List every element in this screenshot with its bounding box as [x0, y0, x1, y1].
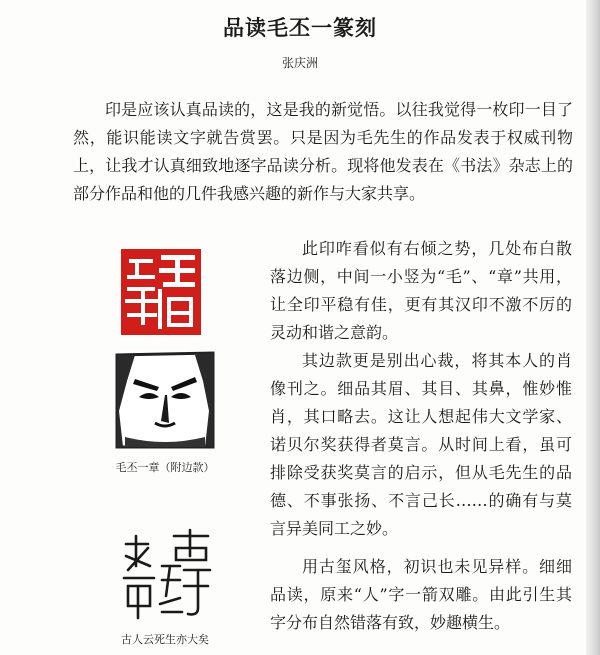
line-seal-strokes [118, 526, 216, 624]
seal1-caption: 毛丕一章（附边款） [115, 461, 215, 474]
seal-glyph-strokes [121, 249, 201, 335]
section1-paragraph-1: 此印咋看似有右倾之势，几处布白散落边侧，中间一小竖为“毛”、“章”共用，让全印平稳有佳，更有其汉印不激不厉的灵动和谐之意韵。 [270, 239, 572, 342]
page-title: 品读毛丕一篆刻 [223, 15, 377, 40]
section2-paragraph-1: 用古玺风格，初识也未见异样。细细品读，原来“人”字一箭双雕。由此引生其字分布自然错落有致，妙趣横生。 [270, 557, 572, 632]
intro-paragraph: 印是应该认真品读的，这是我的新觉悟。以往我觉得一枚印一目了然，能识能读文字就告赏罢。只是因为毛先生的作品发表于权威刊物上，让我才认真细致地逐字品读分析。现将他发表在《书法》杂志上的部分作品和他的几件我感兴趣的新作与大家共享。 [73, 100, 573, 203]
portrait-side-inscription-image [115, 351, 215, 449]
author-name: 张庆洲 [281, 56, 318, 70]
red-seal-image [121, 249, 201, 335]
page-edge-shadow [586, 0, 600, 655]
section1-paragraph-2: 其边款更是别出心裁，将其本人的肖像刊之。细品其眉、其目、其鼻，惟妙惟肖，其口略去。这让人想起伟大文学家、诺贝尔奖获得者莫言。从时间上看，虽可排除受获奖莫言的启示，但从毛先生的品德、不事张扬、不言己长……的确有与莫言异美同工之妙。 [270, 351, 572, 538]
seal2-caption: 古人云死生亦大矣 [121, 633, 209, 646]
portrait-strokes [115, 351, 215, 449]
line-seal-image [118, 526, 216, 624]
